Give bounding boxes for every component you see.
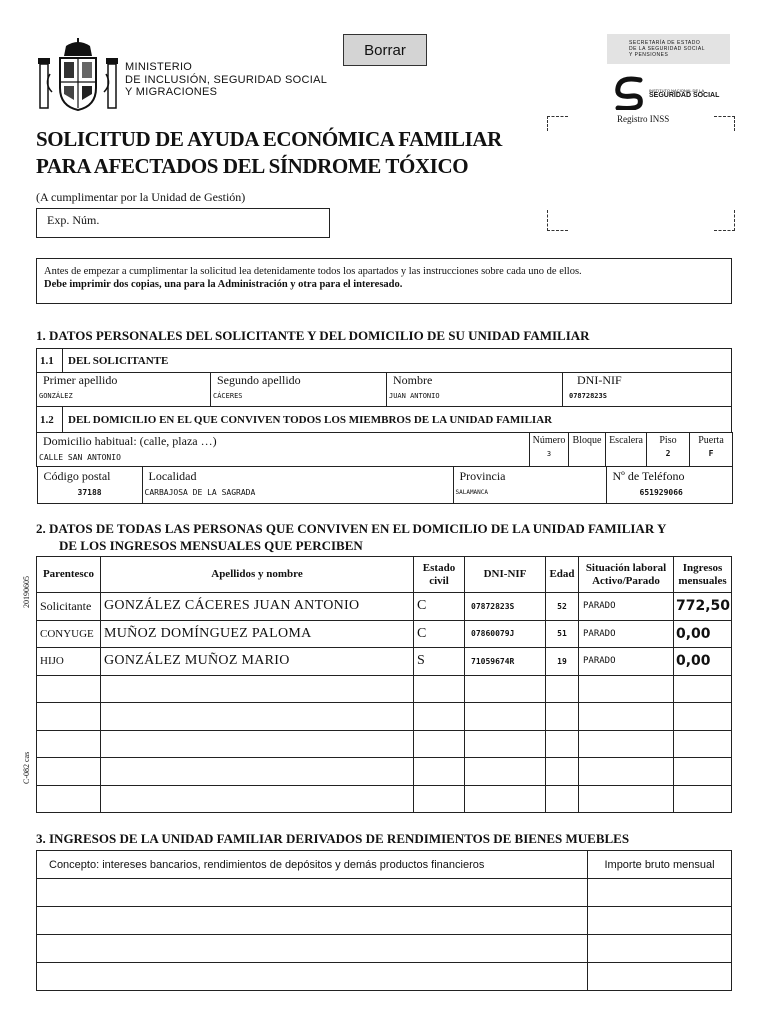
puerta-field[interactable] — [690, 433, 733, 467]
empty-cell[interactable] — [465, 758, 546, 786]
domicilio-field[interactable] — [37, 433, 530, 467]
section-2-title-line-2: DE LOS INGRESOS MENSUALES QUE PERCIBEN — [59, 538, 363, 553]
segundo-apellido-value: CÁCERES — [213, 392, 243, 400]
cell-estado[interactable]: C — [414, 593, 465, 621]
cell-edad[interactable]: 19 — [546, 648, 579, 676]
cell-edad[interactable]: 52 — [546, 593, 579, 621]
col-edad: Edad — [546, 557, 579, 593]
table-row-empty — [37, 785, 732, 813]
empty-cell[interactable] — [37, 730, 101, 758]
primer-apellido-label: Primer apellido — [43, 373, 118, 387]
secretaria-line-3: Y PENSIONES — [629, 52, 669, 58]
table-row-empty — [37, 730, 732, 758]
piso-value: 2 — [665, 449, 671, 458]
empty-cell[interactable] — [546, 758, 579, 786]
cell-ingresos[interactable]: 772,50 — [674, 593, 732, 621]
cell-situacion[interactable]: PARADO — [579, 620, 674, 648]
ministerio-label — [125, 61, 327, 99]
telefono-label: Nº de Teléfono — [612, 469, 685, 483]
empty-cell[interactable] — [101, 785, 414, 813]
empty-cell[interactable] — [579, 675, 674, 703]
ministerio-line-1: MINISTERIO — [125, 61, 193, 73]
s12-header-table — [36, 406, 732, 433]
concepto-cell[interactable] — [37, 879, 588, 907]
empty-cell[interactable] — [37, 758, 101, 786]
table-row-empty — [37, 758, 732, 786]
cell-estado[interactable]: S — [414, 648, 465, 676]
ministerio-line-3: Y MIGRACIONES — [125, 86, 218, 98]
empty-cell[interactable] — [101, 675, 414, 703]
cell-nombre[interactable]: GONZÁLEZ CÁCERES JUAN ANTONIO — [101, 593, 414, 621]
cell-parentesco[interactable]: HIJO — [37, 648, 101, 676]
empty-cell[interactable] — [674, 758, 732, 786]
empty-cell[interactable] — [674, 730, 732, 758]
section-1-table — [36, 348, 732, 373]
seguridad-social-logo-icon — [612, 76, 646, 110]
cell-edad[interactable]: 51 — [546, 620, 579, 648]
seguridad-social-label: SEGURIDAD SOCIAL — [649, 92, 720, 99]
table-row-empty — [37, 963, 732, 991]
page-title — [36, 126, 502, 180]
telefono-value: 651929066 — [639, 488, 683, 497]
registro-inss-label: Registro INSS — [617, 114, 670, 124]
concepto-cell[interactable] — [37, 935, 588, 963]
side-code-date: 20190605 — [22, 576, 31, 608]
numero-field[interactable] — [530, 433, 569, 467]
empty-cell[interactable] — [579, 703, 674, 731]
empty-cell[interactable] — [101, 758, 414, 786]
col-dni: DNI-NIF — [465, 557, 546, 593]
col-ingresos: Ingresos mensuales — [674, 557, 732, 593]
ss-small-label: INSTITUTO NACIONAL DE LA — [649, 88, 705, 93]
escalera-label: Escalera — [609, 435, 643, 446]
table-row — [37, 648, 732, 676]
escalera-field[interactable] — [606, 433, 647, 467]
table-row-empty — [37, 935, 732, 963]
s11-title: DEL SOLICITANTE — [63, 349, 732, 373]
crop-mark — [714, 116, 735, 131]
cp-field[interactable] — [37, 467, 142, 503]
col-concepto: Concepto: intereses bancarios, rendimientos de depósitos y demás productos financieros — [37, 851, 588, 879]
localidad-value: CARBAJOSA DE LA SAGRADA — [144, 488, 256, 497]
domicilio-value: CALLE SAN ANTONIO — [39, 453, 121, 462]
section-2-title — [36, 520, 666, 554]
secretaria-line-2: DE LA SEGURIDAD SOCIAL — [629, 46, 706, 52]
empty-cell[interactable] — [579, 758, 674, 786]
numero-label: Número — [532, 435, 566, 446]
empty-cell[interactable] — [546, 730, 579, 758]
cp-row-table — [37, 467, 733, 504]
empty-cell[interactable] — [414, 785, 465, 813]
members-table — [36, 556, 732, 813]
empty-cell[interactable] — [465, 675, 546, 703]
importe-cell[interactable] — [588, 907, 732, 935]
subtitle: (A cumplimentar por la Unidad de Gestión) — [36, 190, 246, 204]
col-situacion: Situación laboral Activo/Parado — [579, 557, 674, 593]
empty-cell[interactable] — [465, 785, 546, 813]
exp-num-label: Exp. Núm. — [47, 213, 100, 227]
cell-ingresos[interactable]: 0,00 — [674, 648, 732, 676]
side-code-form: C-082 cas — [22, 751, 31, 784]
empty-cell[interactable] — [674, 785, 732, 813]
title-line-2: PARA AFECTADOS DEL SÍNDROME TÓXICO — [36, 154, 469, 178]
cp-label: Código postal — [43, 469, 111, 483]
localidad-label: Localidad — [148, 469, 197, 483]
nombre-label: Nombre — [393, 373, 433, 387]
cp-value: 37188 — [77, 488, 102, 497]
empty-cell[interactable] — [101, 730, 414, 758]
table-row — [37, 620, 732, 648]
segundo-apellido-label: Segundo apellido — [217, 373, 301, 387]
cell-ingresos[interactable]: 0,00 — [674, 620, 732, 648]
cell-dni[interactable]: 07872823S — [465, 593, 546, 621]
empty-cell[interactable] — [674, 675, 732, 703]
section-2-title-line-1: 2. DATOS DE TODAS LAS PERSONAS QUE CONVIVEN EN EL DOMICILIO DE LA UNIDAD FAMILIAR Y — [36, 521, 667, 536]
empty-cell[interactable] — [674, 703, 732, 731]
table-row — [37, 593, 732, 621]
col-estado-civil: Estado civil — [414, 557, 465, 593]
exp-num-field[interactable] — [36, 208, 330, 238]
secretaria-box — [607, 34, 730, 64]
provincia-label: Provincia — [459, 469, 506, 483]
puerta-value: F — [708, 449, 714, 458]
crop-mark — [547, 210, 568, 231]
importe-cell[interactable] — [588, 879, 732, 907]
section-3-title: 3. INGRESOS DE LA UNIDAD FAMILIAR DERIVADOS DE RENDIMIENTOS DE BIENES MUEBLES — [36, 831, 630, 846]
concepto-cell[interactable] — [37, 907, 588, 935]
empty-cell[interactable] — [37, 703, 101, 731]
col-apellidos: Apellidos y nombre — [101, 557, 414, 593]
crop-mark — [714, 210, 735, 231]
primer-apellido-field[interactable] — [37, 373, 211, 407]
bloque-field[interactable] — [569, 433, 606, 467]
domicilio-label: Domicilio habitual: (calle, plaza …) — [43, 434, 217, 448]
empty-cell[interactable] — [465, 730, 546, 758]
importe-cell[interactable] — [588, 935, 732, 963]
instructions-line-2: Debe imprimir dos copias, una para la Administración y otra para el interesado. — [44, 279, 403, 290]
col-parentesco: Parentesco — [37, 557, 101, 593]
crop-mark — [547, 116, 568, 131]
table-row-empty — [37, 675, 732, 703]
piso-label: Piso — [659, 435, 677, 446]
bienes-muebles-table — [36, 850, 732, 991]
empty-cell[interactable] — [414, 758, 465, 786]
segundo-apellido-field[interactable] — [211, 373, 387, 407]
empty-cell[interactable] — [414, 730, 465, 758]
borrar-button[interactable]: Borrar — [343, 34, 427, 66]
dni-label: DNI-NIF — [577, 373, 622, 387]
dni-value: 07872823S — [569, 392, 607, 400]
coat-of-arms-icon — [36, 38, 120, 112]
secretaria-line-1: SECRETARÍA DE ESTADO — [629, 40, 701, 46]
empty-cell[interactable] — [546, 785, 579, 813]
empty-cell[interactable] — [579, 730, 674, 758]
empty-cell[interactable] — [414, 675, 465, 703]
section-1-title: 1. DATOS PERSONALES DEL SOLICITANTE Y DEL DOMICILIO DE SU UNIDAD FAMILIAR — [36, 328, 590, 343]
piso-field[interactable] — [647, 433, 690, 467]
localidad-field[interactable] — [142, 467, 453, 503]
empty-cell[interactable] — [546, 703, 579, 731]
puerta-label: Puerta — [698, 435, 724, 446]
table-row-empty — [37, 703, 732, 731]
bloque-label: Bloque — [572, 435, 602, 446]
s12-title: DEL DOMICILIO EN EL QUE CONVIVEN TODOS LOS MIEMBROS DE LA UNIDAD FAMILIAR — [63, 407, 732, 433]
empty-cell[interactable] — [37, 675, 101, 703]
ministerio-line-2: DE INCLUSIÓN, SEGURIDAD SOCIAL — [125, 73, 328, 86]
table-row-empty — [37, 907, 732, 935]
concepto-cell[interactable] — [37, 963, 588, 991]
empty-cell[interactable] — [37, 785, 101, 813]
provincia-field[interactable] — [453, 467, 606, 503]
solicitante-table — [36, 372, 732, 407]
cell-estado[interactable]: C — [414, 620, 465, 648]
provincia-value: SALAMANCA — [455, 489, 489, 496]
empty-cell[interactable] — [579, 785, 674, 813]
cell-parentesco[interactable]: Solicitante — [37, 593, 101, 621]
nombre-value: JUAN ANTONIO — [389, 392, 440, 400]
cell-situacion[interactable]: PARADO — [579, 593, 674, 621]
cell-situacion[interactable]: PARADO — [579, 648, 674, 676]
cell-nombre[interactable]: GONZÁLEZ MUÑOZ MARIO — [101, 648, 414, 676]
domicilio-table — [36, 432, 733, 504]
instructions-line-1: Antes de empezar a cumplimentar la solicitud lea detenidamente todos los apartados y las instrucciones sobre cada uno de ellos. — [44, 266, 582, 277]
empty-cell[interactable] — [465, 703, 546, 731]
cell-dni[interactable]: 07860079J — [465, 620, 546, 648]
empty-cell[interactable] — [546, 675, 579, 703]
cell-dni[interactable]: 71059674R — [465, 648, 546, 676]
importe-cell[interactable] — [588, 963, 732, 991]
nombre-field[interactable] — [387, 373, 563, 407]
telefono-field[interactable] — [606, 467, 732, 503]
s11-num: 1.1 — [37, 349, 63, 373]
title-line-1: SOLICITUD DE AYUDA ECONÓMICA FAMILIAR — [36, 127, 502, 151]
primer-apellido-value: GONZÁLEZ — [39, 392, 73, 400]
empty-cell[interactable] — [101, 703, 414, 731]
instructions-box — [36, 258, 732, 304]
numero-value: 3 — [546, 450, 552, 458]
col-importe: Importe bruto mensual — [588, 851, 732, 879]
table-row-empty — [37, 879, 732, 907]
dni-field[interactable] — [563, 373, 732, 407]
empty-cell[interactable] — [414, 703, 465, 731]
s12-num: 1.2 — [37, 407, 63, 433]
cell-parentesco[interactable]: CONYUGE — [37, 620, 101, 648]
cell-nombre[interactable]: MUÑOZ DOMÍNGUEZ PALOMA — [101, 620, 414, 648]
